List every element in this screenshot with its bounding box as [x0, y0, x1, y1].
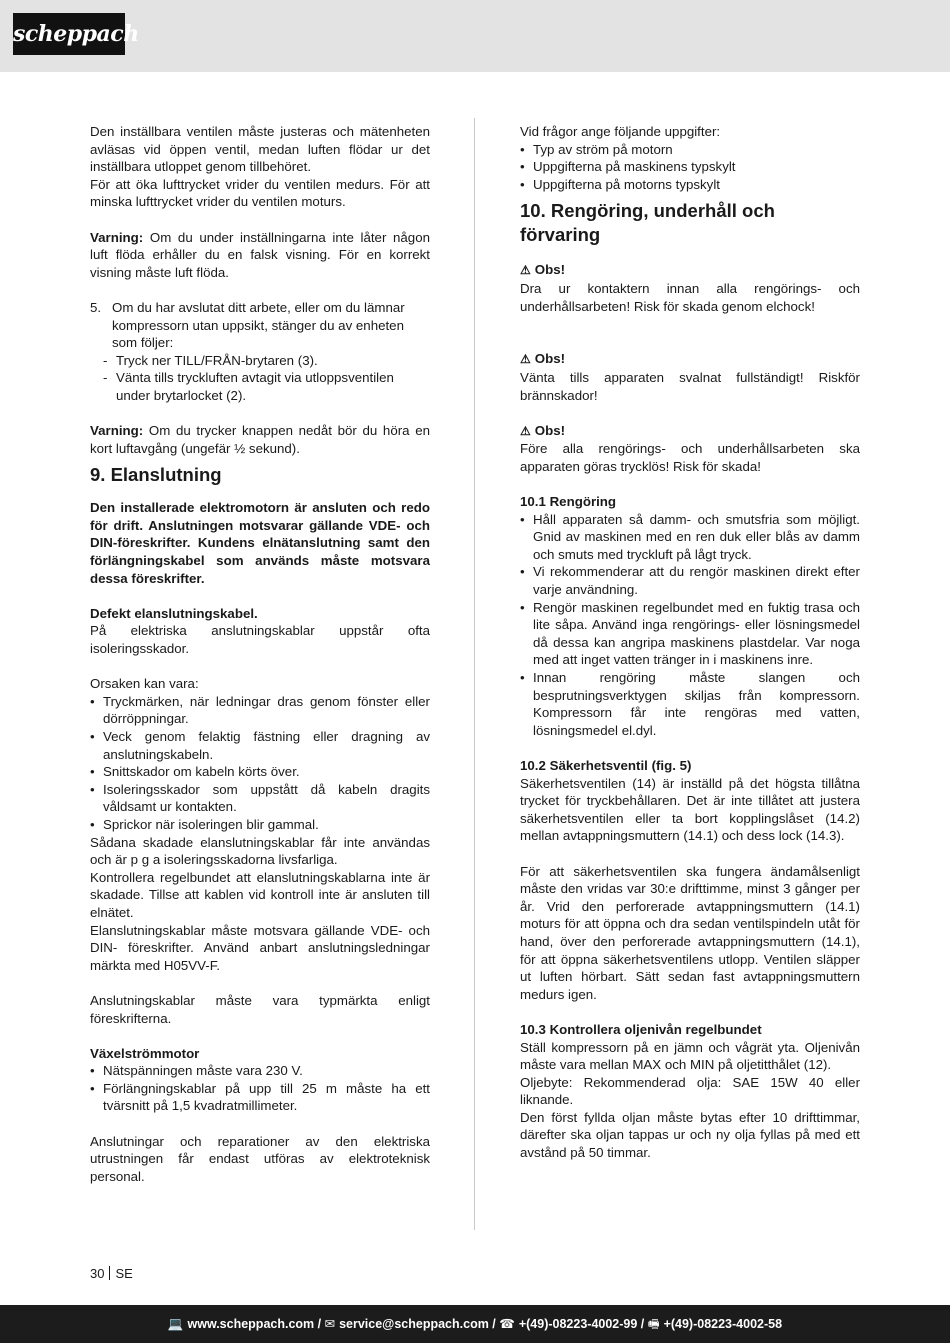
- list-item: - Tryck ner TILL/FRÅN-brytaren (3).: [103, 352, 318, 368]
- warning-label: Varning:: [90, 229, 144, 245]
- page-header: [0, 0, 950, 72]
- oil-paragraph-3: Den först fyllda oljan måste bytas efter 10 drifttimmar, därefter ska oljan tappas ur och ny olja fyllas på med ett avstånd på 50 timmar.: [520, 1109, 860, 1161]
- phone-icon: ☎: [499, 1317, 515, 1331]
- defekt-text: På elektriska anslutningskablar uppstår ofta isoleringsskador.: [90, 623, 430, 657]
- vaxel-list: [90, 1062, 430, 1115]
- obs-title: ⚠ Obs!: [520, 262, 566, 278]
- warning-paragraph-1: [90, 229, 430, 282]
- list-item: • Håll apparaten så damm- och smutsfria som möjligt. Gnid av maskinen med en ren duk eller blås av damm och smuts med tryckluft på lågt tryck.: [520, 511, 860, 562]
- pressure-paragraph: För att öka lufttrycket vrider du ventilen medurs. För att minska lufttrycket vrider du ventilen moturs.: [90, 176, 430, 210]
- step-number: 5.: [90, 299, 102, 315]
- obs-title: ⚠ Obs!: [520, 351, 566, 367]
- warning-triangle-icon: ⚠: [520, 423, 531, 438]
- list-item: • Rengör maskinen regelbundet med en fuktig trasa och lite såpa. Använd inga rengörings- eller lösningsmedel då dessa kan angripa maskinens plastdelar. Var noga med att inget vatten tränger in i maskinens inre.: [520, 599, 860, 668]
- list-item: • Uppgifterna på maskinens typskylt: [520, 159, 736, 175]
- subsection-10-3-title: 10.3 Kontrollera oljenivån regelbundet: [520, 1021, 762, 1037]
- valve-paragraph: Den inställbara ventilen måste justeras och mätenheten avläsas vid öppen ventil, medan luften flödar ur det inställbara utloppet genom tillbehöret.: [90, 124, 430, 175]
- step-text: Om du har avslutat ditt arbete, eller om du lämnar kompressorn utan uppsikt, stänger du av enheten som följer:: [112, 299, 405, 351]
- list-item: - Vänta tills tryckluften avtagit via utloppsventilen under brytarlocket (2).: [103, 370, 394, 403]
- electrical-intro: Den installerade elektromotorn är ansluten och redo för drift. Anslutningen motsvarar gällande VDE- och DIN-föreskrifter. Kundens elnätanslutning samt den förlängningskabel som används måste motsvara dessa föreskrifter.: [90, 500, 430, 586]
- safety-valve-paragraph-1: Säkerhetsventilen (14) är inställd på det högsta tillåtna trycket för tryckbehållaren. Det är inte tillåtet att justera säkerhetsventilen eller ta bort kopplingslåset (14.2) mellan avtappningsmuttern (14.1) och dess lock (14.3).: [520, 775, 860, 844]
- skadade-paragraph: Sådana skadade elanslutningskablar får inte användas och är p g a isoleringsskadorna livsfarliga.: [90, 834, 430, 868]
- footer-phone: +(49)-08223-4002-99: [518, 1317, 638, 1331]
- oil-paragraph-1: Ställ kompressorn på en jämn och vågrät yta. Oljenivån måste vara mellan MAX och MIN på oljetitthålet (12).: [520, 1039, 860, 1073]
- typmarkta-paragraph: Anslutningskablar måste vara typmärkta enligt föreskrifterna.: [90, 992, 430, 1026]
- page-number: 30 SE: [90, 1266, 133, 1281]
- step-5-list: [90, 352, 430, 405]
- warning-text: Om du trycker knappen nedåt bör du höra en kort luftavgång (ungefär ½ sekund).: [90, 423, 430, 456]
- vaxel-title: Växelströmmotor: [90, 1045, 200, 1061]
- step-5: [90, 299, 430, 352]
- warning-triangle-icon: ⚠: [520, 352, 531, 367]
- list-item: • Sprickor när isoleringen blir gammal.: [90, 816, 319, 832]
- warning-paragraph-2: [90, 422, 430, 457]
- safety-valve-paragraph-2: För att säkerhetsventilen ska fungera ändamålsenligt måste den vridas var 30:e drifttimme, minst 3 gånger per år. Vrid den perforerade avtappningsmuttern (14.1) moturs för att öppna och dra sedan ventilspindeln utåt för hand, över den perforerade avtappningsmuttern (14.1), för att öppna säkerhetsventilens utlopp. Ventilen släpper ut luften hörbart. Sätt sedan fast avtappningsmuttern medurs igen.: [520, 863, 860, 1002]
- column-divider: [474, 118, 475, 1230]
- oil-paragraph-2: Oljebyte: Rekommenderad olja: SAE 15W 40 eller liknande.: [520, 1074, 860, 1108]
- fax-icon: 🖷: [647, 1317, 660, 1331]
- language-code: SE: [115, 1266, 133, 1281]
- list-item: • Veck genom felaktig fästning eller dragning av anslutningskabeln.: [90, 729, 430, 762]
- list-item: • Innan rengöring måste slangen och besprutningsverktygen skiljas från kompressorn. Kompressorn får inte rengöras med vatten, lösningsmedel el.dyl.: [520, 670, 860, 738]
- section-heading-10: 10. Rengöring, underhåll och förvaring: [520, 200, 775, 246]
- kontroll-paragraph: Kontrollera regelbundet att elanslutningskablarna inte är skadade. Tillse att kablen vid kontroll inte är ansluten till elnätet.: [90, 869, 430, 920]
- defekt-title: Defekt elanslutningskabel.: [90, 605, 258, 621]
- obs-text-3: Före alla rengörings- och underhållsarbeten ska apparaten göras trycklös! Risk för skada!: [520, 441, 860, 474]
- footer-fax: +(49)-08223-4002-58: [663, 1317, 783, 1331]
- section-heading-9: 9. Elanslutning: [90, 464, 222, 486]
- list-item: • Förlängningskablar på upp till 25 m måste ha ett tvärsnitt på 1,5 kvadratmillimeter.: [90, 1080, 430, 1114]
- list-item: • Vi rekommenderar att du rengör maskinen direkt efter varje användning.: [520, 564, 860, 598]
- scheppach-logo: scheppach: [13, 13, 125, 55]
- right-column: [520, 123, 860, 1162]
- list-item: • Snittskador om kabeln körts över.: [90, 764, 300, 780]
- footer-website[interactable]: www.scheppach.com: [187, 1317, 315, 1331]
- list-item: • Nätspänningen måste vara 230 V.: [90, 1063, 303, 1079]
- page-footer: 💻 www.scheppach.com / ✉ service@scheppach.com / ☎ +(49)-08223-4002-99 / 🖷 +(49)-08223-4002-58: [0, 1305, 950, 1343]
- cleaning-list: [520, 511, 860, 740]
- subsection-10-2-title: 10.2 Säkerhetsventil (fig. 5): [520, 758, 692, 773]
- warning-text: Om du under inställningarna inte låter någon luft flöda erhåller du en falsk visning. För en korrekt visning måste luft flöda.: [90, 229, 430, 280]
- list-item: • Uppgifterna på motorns typskylt: [520, 176, 720, 192]
- fragor-list: [520, 141, 860, 194]
- mail-icon: ✉: [324, 1317, 336, 1331]
- footer-email[interactable]: service@scheppach.com: [339, 1317, 489, 1331]
- list-item: • Tryckmärken, när ledningar dras genom fönster eller dörröppningar.: [90, 693, 430, 727]
- list-item: • Isoleringsskador som uppstått då kabeln dragits våldsamt ur kontakten.: [90, 781, 430, 815]
- list-item: • Typ av ström på motorn: [520, 141, 673, 157]
- obs-title: ⚠ Obs!: [520, 422, 566, 438]
- left-column: [90, 123, 430, 1185]
- kablar-paragraph: Elanslutningskablar måste motsvara gällande VDE- och DIN- föreskrifter. Använd anbart anslutningsledningar märkta med H05VV-F.: [90, 922, 430, 973]
- subsection-10-1-title: 10.1 Rengöring: [520, 494, 617, 510]
- reparation-paragraph: Anslutningar och reparationer av den elektriska utrustningen får endast utföras av elektroteknisk personal.: [90, 1133, 430, 1184]
- warning-label: Varning:: [90, 423, 144, 439]
- obs-text-1: Dra ur kontaktern innan alla rengörings- och underhållsarbeten! Risk för skada genom elchock!: [520, 280, 860, 314]
- orsak-title: Orsaken kan vara:: [90, 676, 199, 692]
- obs-text-2: Vänta tills apparaten svalnat fullständigt! Riskför brännskador!: [520, 369, 860, 403]
- orsak-list: [90, 693, 430, 834]
- warning-triangle-icon: ⚠: [520, 263, 531, 278]
- computer-icon: 💻: [167, 1317, 184, 1331]
- fragor-paragraph: Vid frågor ange följande uppgifter:: [520, 124, 721, 139]
